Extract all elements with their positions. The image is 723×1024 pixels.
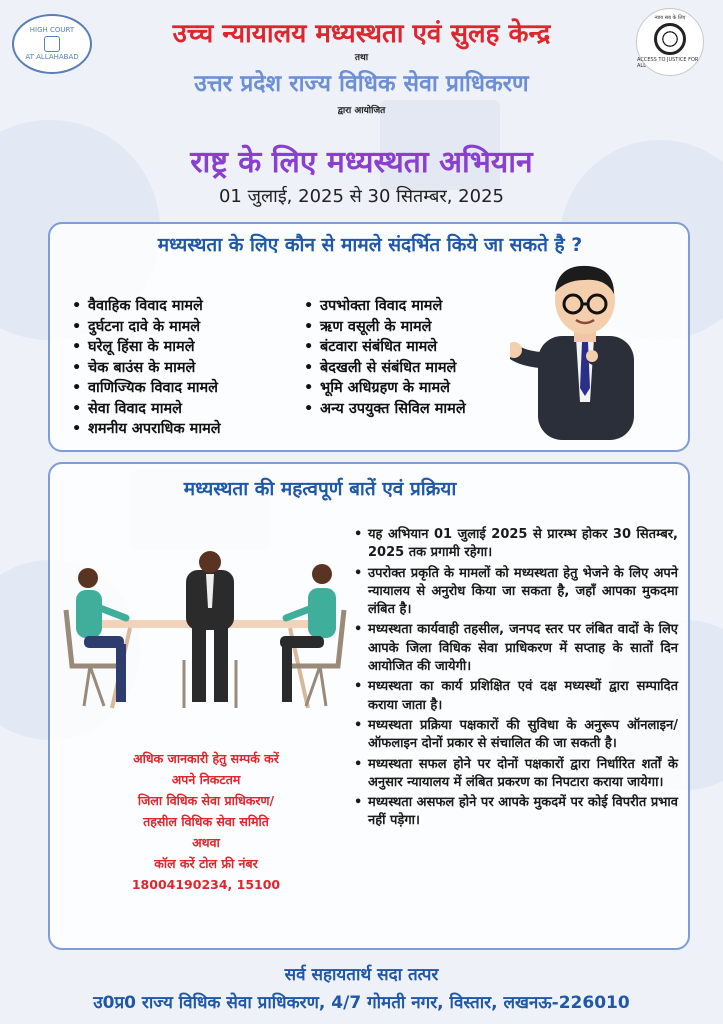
footer-tagline: सर्व सहायतार्थ सदा तत्पर (284, 965, 439, 985)
list-item: • दुर्घटना दावे के मामले (70, 317, 221, 338)
list-item: • बेदखली से संबंधित मामले (302, 358, 466, 379)
process-points-list (352, 526, 678, 833)
list-item: • चेक बाउंस के मामले (70, 358, 221, 379)
toll-free-numbers: 18004190234, 15100 (131, 877, 281, 892)
footer-address: उ0प्र0 राज्य विधिक सेवा प्राधिकरण, 4/7 गोमती नगर, विस्तार, लखनऊ-226010 (93, 993, 630, 1013)
header-authority: उत्तर प्रदेश राज्य विधिक सेवा प्राधिकरण (194, 71, 529, 97)
list-item: • मध्यस्थता कार्यवाही तहसील, जनपद स्तर पर लंबित वादों के लिए आपके जिला विधिक सेवा प्राधिकरण में सप्ताह के सातों दिन आयोजित की जायेगी। (352, 621, 678, 676)
contact-info (86, 748, 326, 895)
list-item: • सेवा विवाद मामले (70, 399, 221, 420)
logo-text-bottom: AT ALLAHABAD (25, 53, 79, 61)
list-item: • उपरोक्त प्रकृति के मामलों को मध्यस्थता हेतु भेजने के लिए अपने न्यायालय से अनुरोध किया जा सकता है, जहाँ आपका मुकदमा लंबित है। (352, 565, 678, 620)
list-item: • वैवाहिक विवाद मामले (70, 296, 221, 317)
campaign-dates: 01 जुलाई, 2025 से 30 सितम्बर, 2025 (218, 186, 504, 207)
process-box-title: मध्यस्थता की महत्वपूर्ण बातें एवं प्रक्रिया (183, 478, 457, 500)
header-conjunction: तथा (354, 53, 369, 63)
header-organized-by: द्वारा आयोजित (337, 106, 386, 116)
list-item: • वाणिज्यिक विवाद मामले (70, 378, 221, 399)
cases-right-list (302, 296, 466, 419)
campaign-title: राष्ट्र के लिए मध्यस्थता अभियान (190, 145, 533, 180)
pointing-man-illustration (510, 262, 660, 440)
contact-line: अपने निकटतम (171, 772, 241, 787)
list-item: • अन्य उपयुक्त सिविल मामले (302, 399, 466, 420)
cases-box-title: मध्यस्थता के लिए कौन से मामले संदर्भित किये जा सकते है ? (157, 234, 583, 256)
list-item: • मध्यस्थता प्रक्रिया पक्षकारों की सुविधा के अनुरूप ऑनलाइन/ऑफलाइन दोनों प्रकार से संचालित की जा सकती है। (352, 717, 678, 754)
contact-line: अधिक जानकारी हेतु सम्पर्क करें (133, 751, 279, 766)
list-item: • मध्यस्थता सफल होने पर दोनों पक्षकारों द्वारा निर्धारित शर्तों के अनुसार न्यायालय में लंबित प्रकरण का निपटारा कराया जायेगा। (352, 756, 678, 793)
meeting-illustration (60, 548, 350, 718)
logo-motto: न्याय सब के लिए (654, 15, 686, 21)
list-item: • भूमि अधिग्रहण के मामले (302, 378, 466, 399)
contact-line: अथवा (192, 835, 220, 850)
list-item: • यह अभियान 01 जुलाई 2025 से प्रारम्भ होकर 30 सितम्बर, 2025 तक प्रगामी रहेगा। (352, 526, 678, 563)
header-title: उच्च न्यायालय मध्यस्थता एवं सुलह केन्द्र (172, 19, 551, 49)
list-item: • मध्यस्थता का कार्य प्रशिक्षित एवं दक्ष मध्यस्थों द्वारा सम्पादित कराया जाता है। (352, 678, 678, 715)
list-item: • मध्यस्थता असफल होने पर आपके मुकदमें पर कोई विपरीत प्रभाव नहीं पड़ेगा। (352, 794, 678, 831)
list-item: • घरेलू हिंसा के मामले (70, 337, 221, 358)
list-item: • शमनीय अपराधिक मामले (70, 419, 221, 440)
list-item: • ऋण वसूली के मामले (302, 317, 466, 338)
list-item: • उपभोक्ता विवाद मामले (302, 296, 466, 317)
logo-text-top: HIGH COURT (29, 26, 75, 34)
contact-line: कॉल करें टोल फ्री नंबर (154, 856, 258, 871)
contact-line: तहसील विधिक सेवा समिति (143, 814, 269, 829)
list-item: • बंटवारा संबंधित मामले (302, 337, 466, 358)
logo-tagline: ACCESS TO JUSTICE FOR ALL (637, 57, 699, 69)
cases-left-list (70, 296, 221, 440)
contact-line: जिला विधिक सेवा प्राधिकरण/ (137, 793, 275, 808)
